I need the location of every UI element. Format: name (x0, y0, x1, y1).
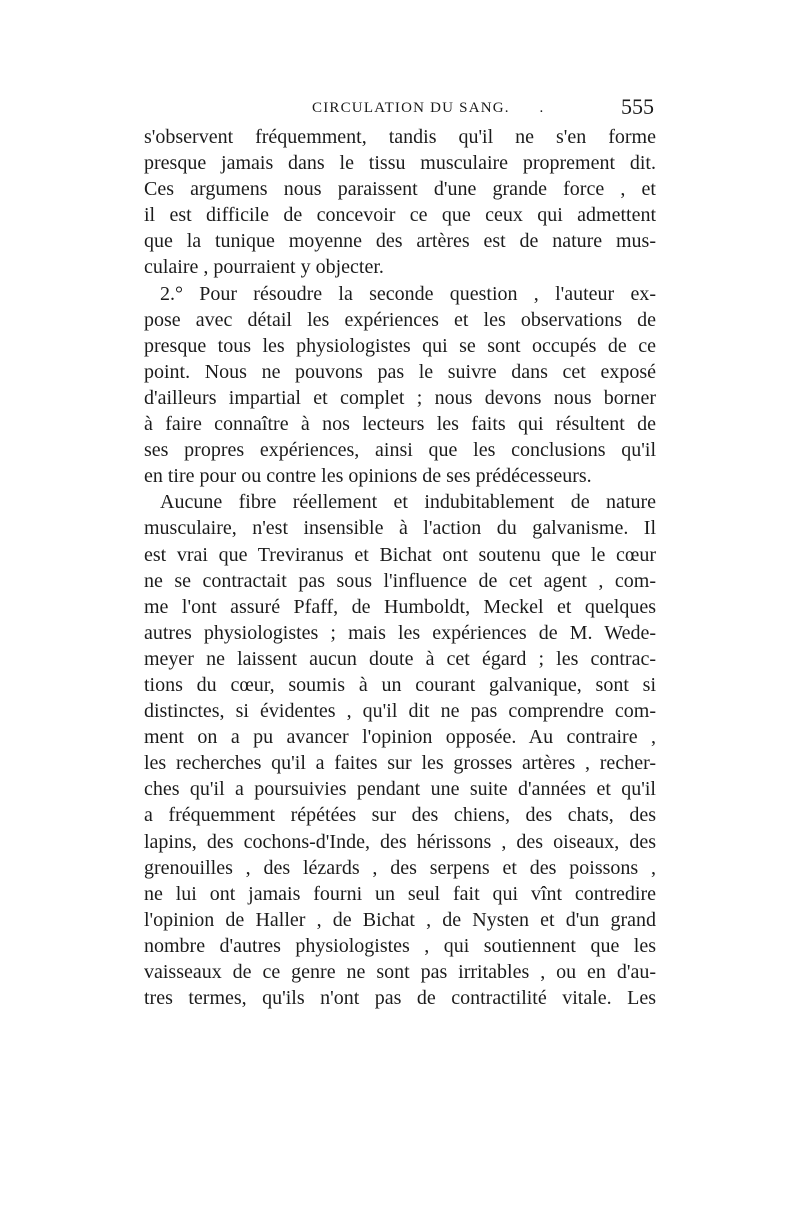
text-line: me l'ont assuré Pfaff, de Humboldt, Meckel et quelques (144, 595, 656, 618)
text-line: presque tous les physiologistes qui se sont occupés de ce (144, 334, 656, 357)
text-line: à faire connaître à nos lecteurs les faits qui résultent de (144, 413, 656, 436)
text-line: il est difficile de concevoir ce que ceux qui admettent (144, 204, 656, 227)
text-line: 2.° Pour résoudre la seconde question , l'auteur ex- (160, 282, 656, 305)
body-text (144, 124, 656, 1011)
text-line: est vrai que Treviranus et Bichat ont soutenu que le cœur (144, 543, 656, 566)
text-line: vaisseaux de ce genre ne sont pas irritables , ou en d'au- (144, 961, 656, 983)
page-number: 555 (621, 94, 654, 119)
text-line: Ces argumens nous paraissent d'une grande force , et (144, 178, 656, 201)
text-line: d'ailleurs impartial et complet ; nous devons nous borner (144, 386, 656, 409)
text-line: ment on a pu avancer l'opinion opposée. Au contraire , (144, 726, 656, 749)
text-line: lapins, des cochons-d'Inde, des hérissons , des oiseaux, des (144, 830, 656, 853)
text-line: tres termes, qu'ils n'ont pas de contractilité vitale. Les (144, 987, 656, 1010)
text-line: ses propres expériences, ainsi que les conclusions qu'il (144, 439, 656, 462)
running-title: CIRCULATION DU SANG. . (312, 100, 545, 116)
text-line: point. Nous ne pouvons pas le suivre dans cet exposé (144, 360, 656, 383)
text-line: nombre d'autres physiologistes , qui soutiennent que les (144, 934, 656, 957)
text-line: grenouilles , des lézards , des serpens et des poissons , (144, 856, 656, 879)
text-line: ches qu'il a poursuivies pendant une suite d'années et qu'il (144, 778, 656, 801)
paragraph-continuation (144, 124, 656, 281)
text-line: tions du cœur, soumis à un courant galvanique, sont si (144, 673, 656, 696)
running-head (144, 96, 654, 126)
text-line: Aucune fibre réellement et indubitablement de nature (160, 491, 656, 514)
text-line: pose avec détail les expériences et les observations de (144, 308, 656, 331)
text-line: autres physiologistes ; mais les expériences de M. Wede- (144, 621, 656, 644)
text-line: distinctes, si évidentes , qu'il dit ne pas comprendre com- (144, 700, 656, 723)
text-line: les recherches qu'il a faites sur les grosses artères , recher- (144, 752, 656, 775)
paragraph-galvanism (144, 489, 656, 1011)
text-line: ne lui ont jamais fourni un seul fait qui vînt contredire (144, 882, 656, 905)
text-line: en tire pour ou contre les opinions de ses prédécesseurs. (144, 465, 592, 488)
text-line: l'opinion de Haller , de Bichat , de Nysten et d'un grand (144, 908, 656, 931)
text-line: a fréquemment répétées sur des chiens, des chats, des (144, 804, 656, 827)
text-line: culaire , pourraient y objecter. (144, 256, 384, 279)
paragraph-second-question (144, 281, 656, 490)
text-line: que la tunique moyenne des artères est de nature mus- (144, 230, 656, 253)
header-separator: . (539, 100, 545, 116)
text-line: s'observent fréquemment, tandis qu'il ne s'en forme (144, 126, 656, 148)
text-line: presque jamais dans le tissu musculaire proprement dit. (144, 152, 656, 175)
text-line: meyer ne laissent aucun doute à cet égard ; les contrac- (144, 647, 656, 670)
text-line: ne se contractait pas sous l'influence de cet agent , com- (144, 569, 656, 592)
text-line: musculaire, n'est insensible à l'action du galvanisme. Il (144, 517, 656, 540)
